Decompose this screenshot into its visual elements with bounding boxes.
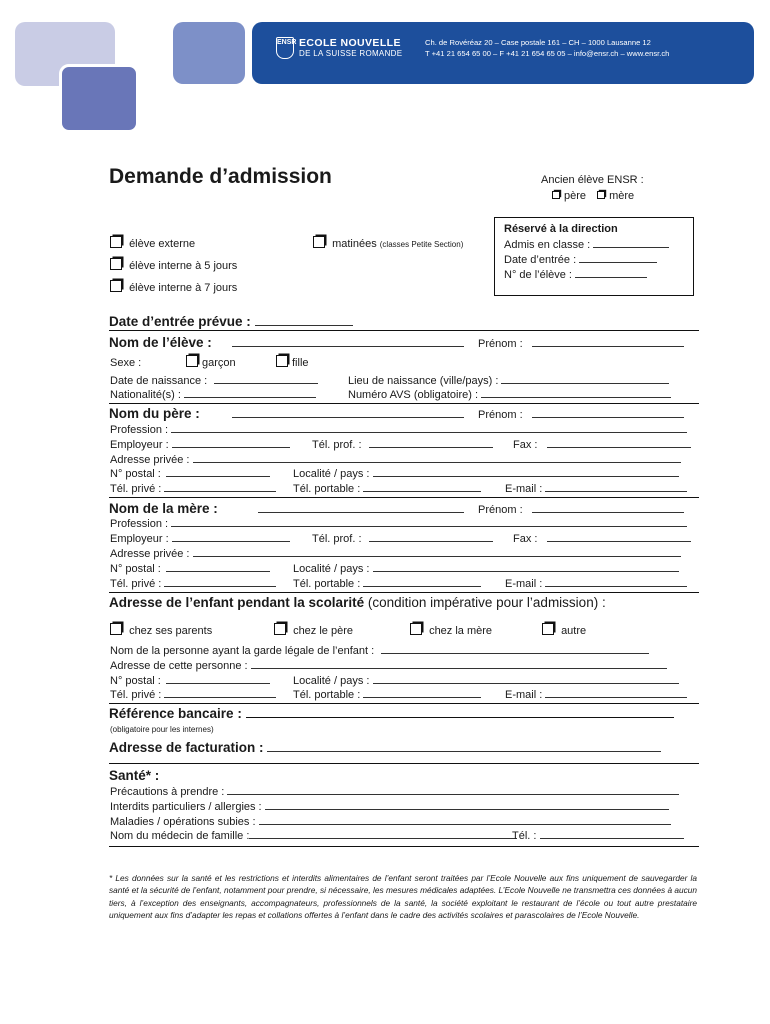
direction-admis: Admis en classe : bbox=[504, 238, 669, 251]
adresse-enfant-heading: Adresse de l’enfant pendant la scolarité (condition impérative pour l’admission) : bbox=[109, 595, 606, 610]
sante-heading: Santé* : bbox=[109, 768, 160, 783]
prenom-pere-field[interactable] bbox=[532, 408, 684, 418]
facturation-heading: Adresse de facturation : bbox=[109, 740, 661, 755]
bancaire-field[interactable] bbox=[246, 707, 674, 718]
externe-label: élève externe bbox=[129, 238, 196, 250]
garcon-checkbox[interactable] bbox=[186, 355, 198, 367]
admis-field[interactable] bbox=[593, 238, 669, 248]
facturation-field[interactable] bbox=[267, 742, 661, 752]
interne5-checkbox[interactable] bbox=[110, 258, 122, 270]
adresse-personne-row: Adresse de cette personne : bbox=[110, 659, 667, 672]
divider bbox=[109, 403, 699, 404]
externe-checkbox[interactable] bbox=[110, 236, 122, 248]
pere-tel-prive-field[interactable] bbox=[164, 482, 276, 492]
mere-employeur: Employeur : bbox=[110, 532, 290, 545]
adresse-personne-field[interactable] bbox=[251, 659, 667, 669]
interdits-field[interactable] bbox=[265, 800, 669, 810]
enfant-postal: N° postal : bbox=[110, 674, 270, 687]
mere-employeur-field[interactable] bbox=[172, 532, 290, 542]
pere-tel-portable: Tél. portable : bbox=[293, 482, 481, 495]
precautions-field[interactable] bbox=[227, 785, 679, 795]
mere-profession: Profession : bbox=[110, 517, 687, 530]
enfant-email-field[interactable] bbox=[545, 688, 687, 698]
pere-tel-prof-field[interactable] bbox=[369, 438, 493, 448]
divider bbox=[109, 703, 699, 704]
avs-field[interactable] bbox=[481, 388, 671, 398]
naissance-field[interactable] bbox=[214, 374, 318, 384]
pere-fax-field[interactable] bbox=[547, 438, 691, 448]
direction-date: Date d’entrée : bbox=[504, 253, 657, 266]
ancien-mere-label: mère bbox=[609, 190, 635, 202]
interne5-label: élève interne à 5 jours bbox=[129, 260, 238, 272]
maladies-field[interactable] bbox=[259, 815, 671, 825]
lieu-field[interactable] bbox=[501, 374, 669, 384]
divider bbox=[109, 846, 699, 847]
logo-title: ECOLE NOUVELLE bbox=[299, 37, 401, 49]
option-externe bbox=[110, 236, 195, 250]
eleve-heading: Nom de l’élève : bbox=[109, 335, 212, 350]
mere-localite: Localité / pays : bbox=[293, 562, 679, 575]
medecin-row: Nom du médecin de famille : bbox=[110, 829, 517, 842]
medecin-tel-field[interactable] bbox=[540, 829, 684, 839]
option-chez-mere: chez la mère bbox=[410, 623, 492, 637]
option-chez-pere: chez le père bbox=[274, 623, 353, 637]
direction-title: Réservé à la direction bbox=[504, 223, 618, 235]
adresse-enfant-condition: (condition impérative pour l’admission) : bbox=[367, 595, 606, 610]
lieu-row: Lieu de naissance (ville/pays) : bbox=[348, 374, 669, 387]
naissance-row: Date de naissance : bbox=[110, 374, 318, 387]
sexe-label: Sexe : bbox=[110, 357, 142, 369]
enfant-localite-field[interactable] bbox=[373, 674, 679, 684]
pere-email: E-mail : bbox=[505, 482, 687, 495]
mere-tel-portable: Tél. portable : bbox=[293, 577, 481, 590]
divider bbox=[109, 330, 699, 331]
mere-heading: Nom de la mère : bbox=[109, 501, 218, 516]
option-autre: autre bbox=[542, 623, 586, 637]
nom-pere-field[interactable] bbox=[232, 408, 464, 418]
pere-tel-prive: Tél. privé : bbox=[110, 482, 276, 495]
address-line-2: T +41 21 654 65 00 – F +41 21 654 65 05 – info@ensr.ch – www.ensr.ch bbox=[425, 49, 670, 58]
address-line-1: Ch. de Rovéréaz 20 – Case postale 161 – CH – 1000 Lausanne 12 bbox=[425, 38, 651, 47]
matinees-label: matinées bbox=[332, 238, 377, 250]
option-fille: fille bbox=[276, 355, 309, 369]
pere-heading: Nom du père : bbox=[109, 406, 200, 421]
chez-pere-checkbox[interactable] bbox=[274, 623, 286, 635]
mere-postal-field[interactable] bbox=[166, 562, 270, 572]
pere-tel-portable-field[interactable] bbox=[363, 482, 481, 492]
date-entree-field[interactable] bbox=[255, 316, 353, 326]
fille-checkbox[interactable] bbox=[276, 355, 288, 367]
mere-prenom: Prénom : bbox=[478, 503, 684, 516]
mere-adresse-field[interactable] bbox=[193, 547, 681, 557]
divider bbox=[109, 592, 699, 593]
ancien-eleve-options bbox=[552, 190, 634, 202]
chez-mere-checkbox[interactable] bbox=[410, 623, 422, 635]
option-chez-parents: chez ses parents bbox=[110, 623, 212, 637]
precautions-row: Précautions à prendre : bbox=[110, 785, 679, 798]
mere-localite-field[interactable] bbox=[373, 562, 679, 572]
nationalite-field[interactable] bbox=[184, 388, 316, 398]
pere-fax: Fax : bbox=[513, 438, 691, 451]
pere-profession: Profession : bbox=[110, 423, 687, 436]
option-interne-7 bbox=[110, 280, 237, 294]
enfant-localite: Localité / pays : bbox=[293, 674, 679, 687]
enfant-tel-portable-field[interactable] bbox=[363, 688, 481, 698]
ancien-pere-checkbox[interactable] bbox=[552, 191, 560, 199]
prenom-mere-field[interactable] bbox=[532, 503, 684, 513]
interne7-label: élève interne à 7 jours bbox=[129, 282, 238, 294]
pere-profession-field[interactable] bbox=[171, 423, 687, 433]
prenom-eleve-field[interactable] bbox=[532, 337, 684, 347]
pere-localite-field[interactable] bbox=[373, 467, 679, 477]
school-logo-icon: ENSR bbox=[276, 37, 294, 59]
pere-employeur: Employeur : bbox=[110, 438, 290, 451]
enfant-tel-prive-field[interactable] bbox=[164, 688, 276, 698]
decor-square-dark bbox=[59, 64, 139, 133]
option-garcon: garçon bbox=[186, 355, 236, 369]
pere-adresse-field[interactable] bbox=[193, 453, 681, 463]
mere-email: E-mail : bbox=[505, 577, 687, 590]
avs-row: Numéro AVS (obligatoire) : bbox=[348, 388, 671, 401]
header-banner bbox=[252, 22, 754, 84]
page-title: Demande d’admission bbox=[109, 165, 332, 188]
school-address bbox=[425, 37, 669, 59]
pere-postal: N° postal : bbox=[110, 467, 270, 480]
nom-mere-field[interactable] bbox=[258, 503, 464, 513]
date-entree-prevue: Date d’entrée prévue : bbox=[109, 314, 353, 329]
date-entree-admin-field[interactable] bbox=[579, 253, 657, 263]
garde-row: Nom de la personne ayant la garde légale de l’enfant : bbox=[110, 644, 649, 657]
enfant-postal-field[interactable] bbox=[166, 674, 270, 684]
interne7-checkbox[interactable] bbox=[110, 280, 122, 292]
mere-email-field[interactable] bbox=[545, 577, 687, 587]
matinees-checkbox[interactable] bbox=[313, 236, 325, 248]
autre-checkbox[interactable] bbox=[542, 623, 554, 635]
pere-employeur-field[interactable] bbox=[172, 438, 290, 448]
direction-box bbox=[494, 217, 694, 296]
logo-subtitle: DE LA SUISSE ROMANDE bbox=[299, 49, 403, 58]
mere-postal: N° postal : bbox=[110, 562, 270, 575]
pere-tel-prof: Tél. prof. : bbox=[312, 438, 493, 451]
pere-adresse: Adresse privée : bbox=[110, 453, 681, 466]
ancien-eleve-label: Ancien élève ENSR : bbox=[541, 174, 644, 186]
mere-tel-prof: Tél. prof. : bbox=[312, 532, 493, 545]
mere-profession-field[interactable] bbox=[171, 517, 687, 527]
medecin-field[interactable] bbox=[249, 829, 517, 839]
enfant-tel-portable: Tél. portable : bbox=[293, 688, 481, 701]
pere-email-field[interactable] bbox=[545, 482, 687, 492]
pere-postal-field[interactable] bbox=[166, 467, 270, 477]
option-matinees bbox=[313, 236, 463, 250]
garde-field[interactable] bbox=[381, 644, 649, 654]
nationalite-row: Nationalité(s) : bbox=[110, 388, 316, 401]
mere-tel-portable-field[interactable] bbox=[363, 577, 481, 587]
decor-square-mid bbox=[173, 22, 245, 84]
ancien-pere-label: père bbox=[564, 190, 587, 202]
medecin-tel: Tél. : bbox=[512, 829, 684, 842]
mere-tel-prive-field[interactable] bbox=[164, 577, 276, 587]
matinees-note: (classes Petite Section) bbox=[379, 240, 464, 249]
mere-tel-prof-field[interactable] bbox=[369, 532, 493, 542]
divider bbox=[109, 763, 699, 764]
divider bbox=[109, 497, 699, 498]
mere-adresse: Adresse privée : bbox=[110, 547, 681, 560]
pere-prenom: Prénom : bbox=[478, 408, 684, 421]
maladies-row: Maladies / opérations subies : bbox=[110, 815, 671, 828]
bancaire-note: (obligatoire pour les internes) bbox=[110, 725, 214, 734]
option-interne-5 bbox=[110, 258, 237, 272]
ancien-mere-checkbox[interactable] bbox=[597, 191, 605, 199]
bancaire-heading: Référence bancaire : bbox=[109, 706, 674, 721]
health-data-footnote: * Les données sur la santé et les restrictions et interdits alimentaires de l’enfant seront traitées par l’Ecole Nouvelle aux fins uniquement de sauvegarder la santé et la sécurité de l’enfant, notamment pour prendre, si nécessaire, les mesures médicales adaptées. L’Ecole Nouvelle ne transmettra ces données à aucun tiers, à l’exception des enseignants, accompagnateurs, professionnels de la santé, la société exploitant le restaurant de l’école ou tout autre prestataire uniquement aux fins d’adapter les repas et collations offertes à l’enfant dans le cadre des activités scolaires et parascolaires de l’Ecole Nouvelle. bbox=[109, 873, 697, 921]
mere-tel-prive: Tél. privé : bbox=[110, 577, 276, 590]
pere-localite: Localité / pays : bbox=[293, 467, 679, 480]
enfant-tel-prive: Tél. privé : bbox=[110, 688, 276, 701]
mere-fax: Fax : bbox=[513, 532, 691, 545]
chez-parents-checkbox[interactable] bbox=[110, 623, 122, 635]
enfant-email: E-mail : bbox=[505, 688, 687, 701]
numero-eleve-field[interactable] bbox=[575, 268, 647, 278]
mere-fax-field[interactable] bbox=[547, 532, 691, 542]
direction-numero: N° de l’élève : bbox=[504, 268, 647, 281]
interdits-row: Interdits particuliers / allergies : bbox=[110, 800, 669, 813]
nom-eleve-field[interactable] bbox=[232, 337, 464, 347]
eleve-prenom: Prénom : bbox=[478, 337, 684, 350]
